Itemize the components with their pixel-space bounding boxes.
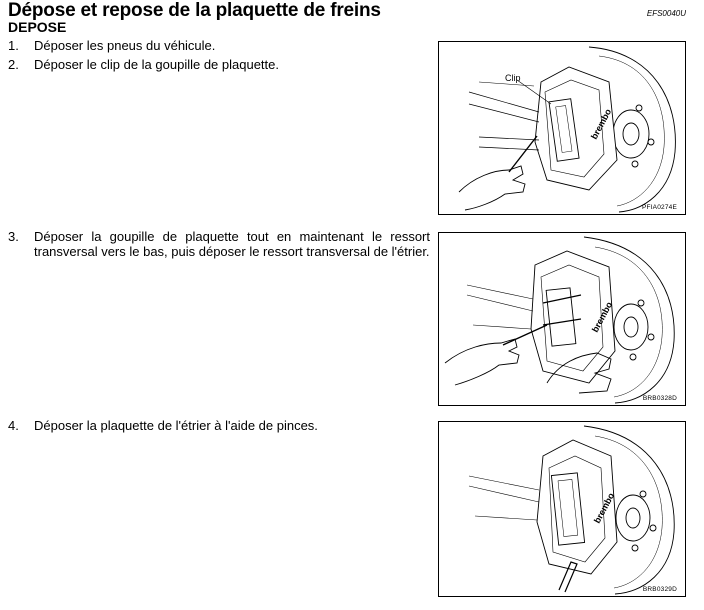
figure-code: PFIA0274E [641, 204, 677, 211]
step-number: 2. [8, 57, 19, 72]
section-subtitle: DEPOSE [8, 19, 67, 35]
figure-code: BRB0329D [642, 586, 677, 593]
brand-logo: brembo [589, 300, 615, 334]
brake-caliper-illustration [439, 233, 685, 405]
step-text: Déposer les pneus du véhicule. [34, 38, 216, 53]
document-code: EFS0040U [646, 9, 686, 18]
brake-caliper-illustration [439, 42, 685, 214]
step-text: Déposer la goupille de plaquette tout en maintenant le ressort transversal vers le bas, puis déposer le ressort transversal de l'étrier. [34, 229, 430, 259]
brake-caliper-illustration [439, 422, 685, 596]
figure-code: BRB0328D [642, 395, 677, 402]
figure-clip-removal [438, 41, 686, 215]
step-2 [8, 57, 408, 73]
step-number: 4. [8, 418, 19, 433]
step-number: 3. [8, 229, 19, 244]
brand-logo: brembo [588, 107, 614, 141]
step-4 [8, 418, 408, 434]
step-text: Déposer la plaquette de l'étrier à l'aide de pinces. [34, 418, 318, 433]
step-number: 1. [8, 38, 19, 53]
page-title: Dépose et repose de la plaquette de freins [8, 0, 381, 21]
step-1 [8, 38, 408, 54]
clip-callout-label: Clip [505, 73, 521, 83]
figure-pad-removal [438, 421, 686, 597]
step-3 [8, 229, 432, 277]
step-text: Déposer le clip de la goupille de plaquette. [34, 57, 280, 72]
brand-logo: brembo [591, 491, 617, 525]
figure-pin-removal [438, 232, 686, 406]
